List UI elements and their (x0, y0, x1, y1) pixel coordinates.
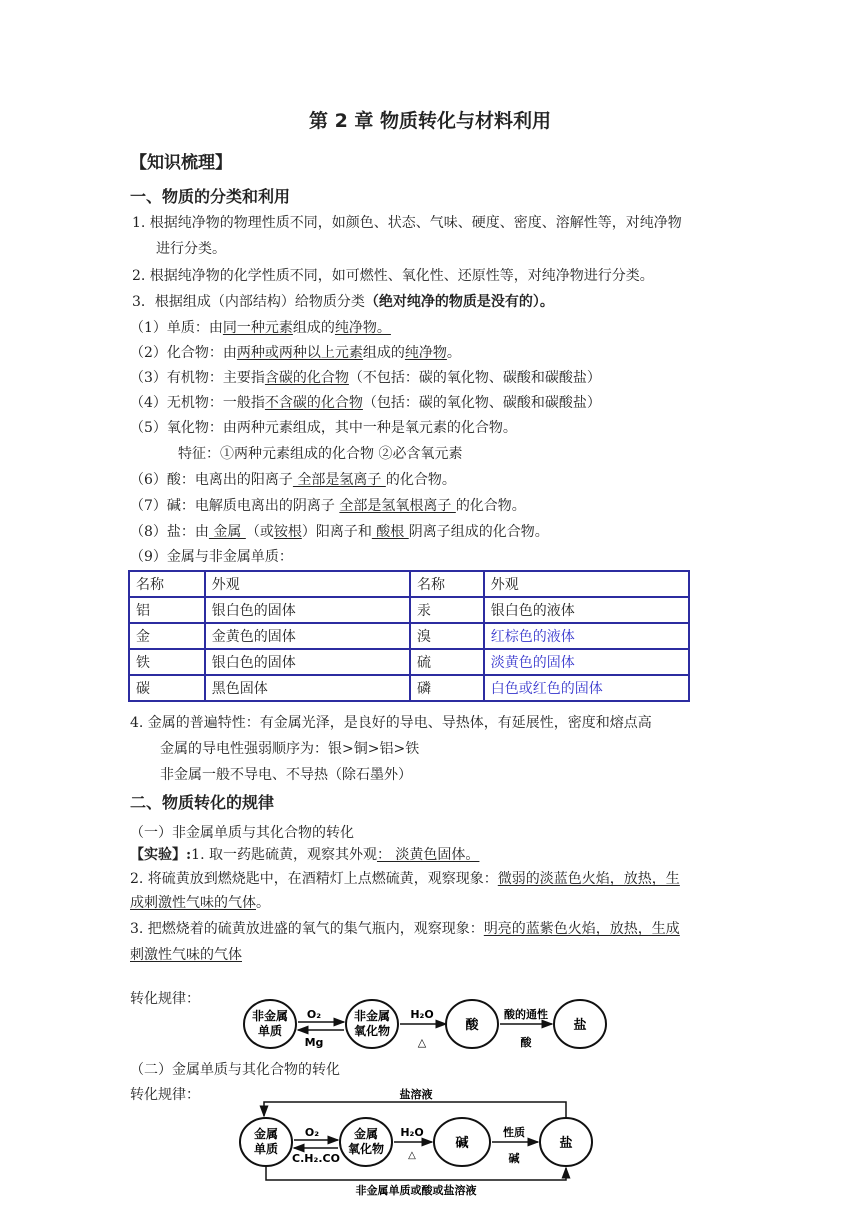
arrow-label: 酸的通性 (504, 1008, 548, 1021)
section1-heading: 一、物质的分类和利用 (130, 187, 291, 206)
node-label: 盐 (573, 1018, 587, 1033)
def-element: （1）单质：由同一种元素组成的纯净物。 (130, 320, 391, 336)
table-cell: 红棕色的液体 (484, 623, 689, 649)
arrow-label: O₂ (304, 1126, 320, 1139)
table-cell: 黑色固体 (205, 675, 410, 701)
table-cell: 磷 (410, 675, 484, 701)
node-label: 金属 (353, 1127, 379, 1141)
subsection-1: （一）非金属单质与其化合物的转化 (130, 825, 354, 841)
node-label: 盐 (559, 1136, 573, 1151)
section2-heading: 二、物质转化的规律 (130, 793, 275, 812)
table-header: 名称 (410, 571, 484, 597)
node-label: 酸 (465, 1018, 479, 1033)
table-cell: 淡黄色的固体 (484, 649, 689, 675)
table-header: 名称 (129, 571, 205, 597)
arrow-label: 性质 (503, 1126, 525, 1139)
experiment-1: 【实验】:1. 取一药匙硫黄，观察其外观： 淡黄色固体。 (130, 847, 480, 863)
rule-label-2: 转化规律： (130, 1087, 200, 1103)
def-oxide: （5）氧化物：由两种元素组成，其中一种是氧元素的化合物。 (130, 420, 517, 436)
para-4: 4. 金属的普遍特性：有金属光泽，是良好的导电、导热体，有延展性，密度和熔点高 (130, 715, 652, 731)
arrow-label: 非金属单质或酸或盐溶液 (355, 1184, 477, 1197)
para-3: 3．根据组成（内部结构）给物质分类（绝对纯净的物质是没有的）。 (132, 294, 554, 310)
arrow-label: H₂O (410, 1008, 434, 1021)
table-header: 外观 (205, 571, 410, 597)
rule-label-1: 转化规律： (130, 991, 200, 1007)
metal-conversion-diagram (236, 1086, 602, 1200)
experiment-3b: 刺激性气味的气体 (130, 947, 242, 963)
arrow-label: H₂O (400, 1126, 424, 1139)
experiment-2a: 2. 将硫黄放到燃烧匙中，在酒精灯上点燃硫黄，观察现象：微弱的淡蓝色火焰，放热，生 (130, 871, 680, 887)
para-4c: 非金属一般不导电、不导热（除石墨外） (160, 767, 412, 783)
def-base: （7）碱：电解质电离出的阴离子 全部是氢氧根离子 的化合物。 (130, 498, 526, 514)
node-label: 非金属 (353, 1009, 391, 1023)
arrow-label: O₂ (306, 1008, 322, 1021)
table-cell: 金黄色的固体 (205, 623, 410, 649)
arrow-label: △ (417, 1036, 427, 1049)
table-row (129, 597, 689, 623)
page-title: 第 2 章 物质转化与材料利用 (308, 110, 552, 132)
table-cell: 铁 (129, 649, 205, 675)
table-cell: 铝 (129, 597, 205, 623)
para-1a: 1. 根据纯净物的物理性质不同，如颜色、状态、气味、硬度、密度、溶解性等，对纯净物 (132, 215, 682, 231)
para-2: 2. 根据纯净物的化学性质不同，如可燃性、氧化性、还原性等，对纯净物进行分类。 (132, 268, 654, 284)
table-cell: 银白色的液体 (484, 597, 689, 623)
node-label: 碱 (455, 1136, 469, 1151)
table-cell: 溴 (410, 623, 484, 649)
def-compound: （2）化合物：由两种或两种以上元素组成的纯净物。 (130, 345, 461, 361)
oxide-feature: 特征：①两种元素组成的化合物 ②必含氧元素 (178, 446, 463, 462)
table-row (129, 675, 689, 701)
table-row (129, 623, 689, 649)
node-label: 单质 (257, 1024, 283, 1038)
experiment-3a: 3. 把燃烧着的硫黄放进盛的氧气的集气瓶内，观察现象：明亮的蓝紫色火焰，放热，生成 (130, 921, 680, 937)
table-header-row (129, 571, 689, 597)
def-metals: （9）金属与非金属单质： (130, 549, 293, 565)
experiment-2b: 成刺激性气味的气体。 (130, 895, 270, 911)
table-cell: 银白色的固体 (205, 597, 410, 623)
table-cell: 汞 (410, 597, 484, 623)
def-inorganic: （4）无机物：一般指不含碳的化合物（包括：碳的氧化物、碳酸和碳酸盐） (130, 395, 601, 411)
arrow-label: 酸 (520, 1036, 532, 1049)
nonmetal-conversion-diagram (240, 994, 610, 1056)
table-cell: 碳 (129, 675, 205, 701)
element-appearance-table (128, 570, 690, 702)
node-label: 非金属 (251, 1009, 289, 1023)
def-salt: （8）盐：由 金属 （或铵根）阳离子和 酸根 阴离子组成的化合物。 (130, 524, 549, 540)
para-1b: 进行分类。 (156, 241, 226, 257)
table-row (129, 649, 689, 675)
table-cell: 银白色的固体 (205, 649, 410, 675)
table-cell: 金 (129, 623, 205, 649)
arrow-label: Mg (304, 1036, 324, 1049)
table-header: 外观 (484, 571, 689, 597)
def-acid: （6）酸：电离出的阳离子 全部是氢离子 的化合物。 (130, 472, 456, 488)
node-label: 氧化物 (347, 1142, 385, 1156)
arrow-label: △ (408, 1150, 416, 1161)
section-label: 【知识梳理】 (130, 153, 232, 173)
def-organic: （3）有机物：主要指含碳的化合物（不包括：碳的氧化物、碳酸和碳酸盐） (130, 370, 601, 386)
para-4b: 金属的导电性强弱顺序为：银>铜>铝>铁 (160, 741, 420, 757)
node-label: 金属 (253, 1127, 279, 1141)
arrow-label: 碱 (508, 1152, 520, 1165)
table-cell: 硫 (410, 649, 484, 675)
node-label: 氧化物 (353, 1024, 391, 1038)
node-label: 单质 (253, 1142, 279, 1156)
subsection-2: （二）金属单质与其化合物的转化 (130, 1062, 340, 1078)
arrow-label: 盐溶液 (399, 1088, 433, 1101)
table-cell: 白色或红色的固体 (484, 675, 689, 701)
arrow-label: C.H₂.CO (292, 1152, 340, 1165)
